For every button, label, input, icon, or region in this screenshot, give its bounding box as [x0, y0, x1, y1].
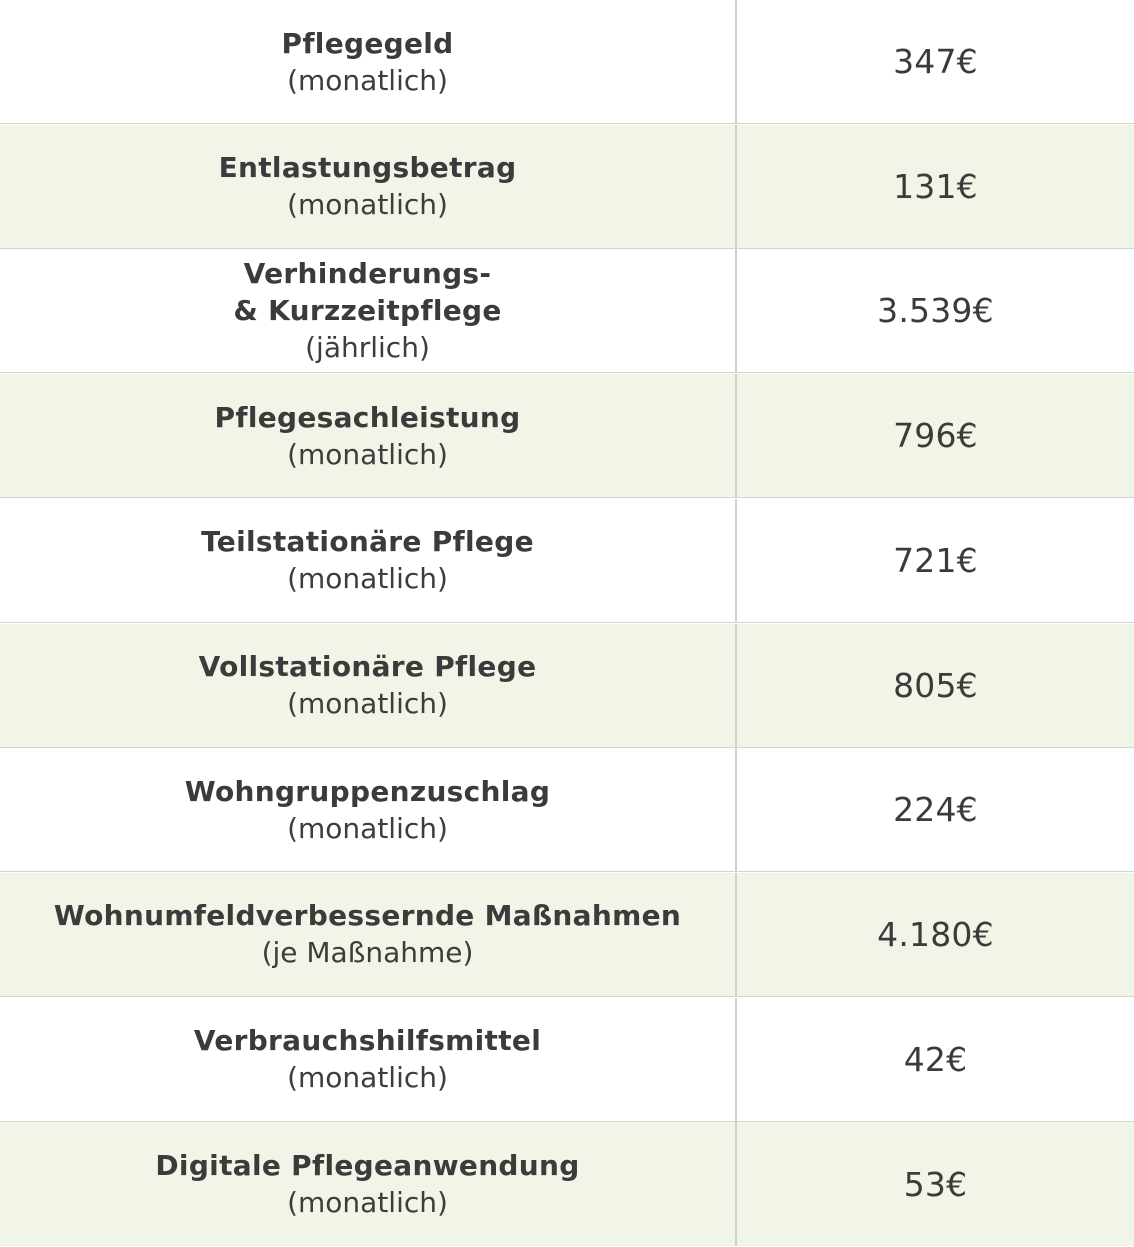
benefit-period: (monatlich) — [287, 562, 448, 596]
benefit-title: Verbrauchshilfsmittel — [193, 1024, 542, 1058]
benefit-label-cell — [0, 249, 737, 372]
table-row — [0, 249, 1134, 373]
benefit-period: (monatlich) — [287, 811, 448, 845]
benefit-amount: 53€ — [903, 1164, 968, 1204]
table-row — [0, 0, 1134, 124]
benefit-period: (monatlich) — [287, 63, 448, 97]
table-row — [0, 374, 1134, 498]
benefit-label-cell — [0, 0, 737, 123]
benefit-amount: 4.180€ — [877, 914, 994, 954]
benefit-amount: 805€ — [893, 665, 978, 705]
benefit-title: Entlastungsbetrag — [218, 151, 517, 185]
table-row — [0, 624, 1134, 748]
benefit-label-cell — [0, 374, 737, 497]
benefit-label-cell — [0, 998, 737, 1121]
table-row — [0, 873, 1134, 997]
benefit-period: (monatlich) — [287, 1186, 448, 1220]
table-row — [0, 1122, 1134, 1246]
benefit-amount: 796€ — [893, 416, 978, 456]
table-row — [0, 499, 1134, 623]
benefit-amount: 131€ — [893, 166, 978, 206]
table-row — [0, 748, 1134, 872]
benefit-amount: 42€ — [903, 1039, 968, 1079]
benefit-title: Digitale Pflegeanwendung — [155, 1149, 580, 1183]
table-row — [0, 125, 1134, 249]
benefit-amount: 224€ — [893, 790, 978, 830]
benefit-label-cell — [0, 748, 737, 871]
benefit-label-cell — [0, 1122, 737, 1246]
benefit-title: Verhinderungs- & Kurzzeitpflege — [233, 257, 502, 328]
benefit-label-cell — [0, 873, 737, 996]
benefit-title: Wohngruppenzuschlag — [184, 774, 551, 808]
benefit-period: (monatlich) — [287, 1061, 448, 1095]
benefit-label-cell — [0, 624, 737, 747]
benefit-title: Pflegegeld — [281, 26, 454, 60]
benefit-amount: 721€ — [893, 540, 978, 580]
benefit-title: Pflegesachleistung — [214, 400, 521, 434]
benefit-title: Wohnumfeldverbessernde Maßnahmen — [53, 899, 682, 933]
benefit-title: Vollstationäre Pflege — [198, 650, 537, 683]
benefit-period: (monatlich) — [287, 687, 448, 720]
benefit-period: (je Maßnahme) — [261, 936, 474, 970]
benefit-period: (monatlich) — [287, 437, 448, 471]
table-row — [0, 998, 1134, 1122]
benefit-amount: 347€ — [893, 42, 978, 81]
benefit-period: (jährlich) — [305, 331, 430, 365]
benefit-amount: 3.539€ — [877, 291, 994, 331]
benefit-title: Teilstationäre Pflege — [201, 525, 534, 559]
benefit-label-cell — [0, 125, 737, 248]
benefit-period: (monatlich) — [287, 188, 448, 222]
benefit-label-cell — [0, 499, 737, 622]
